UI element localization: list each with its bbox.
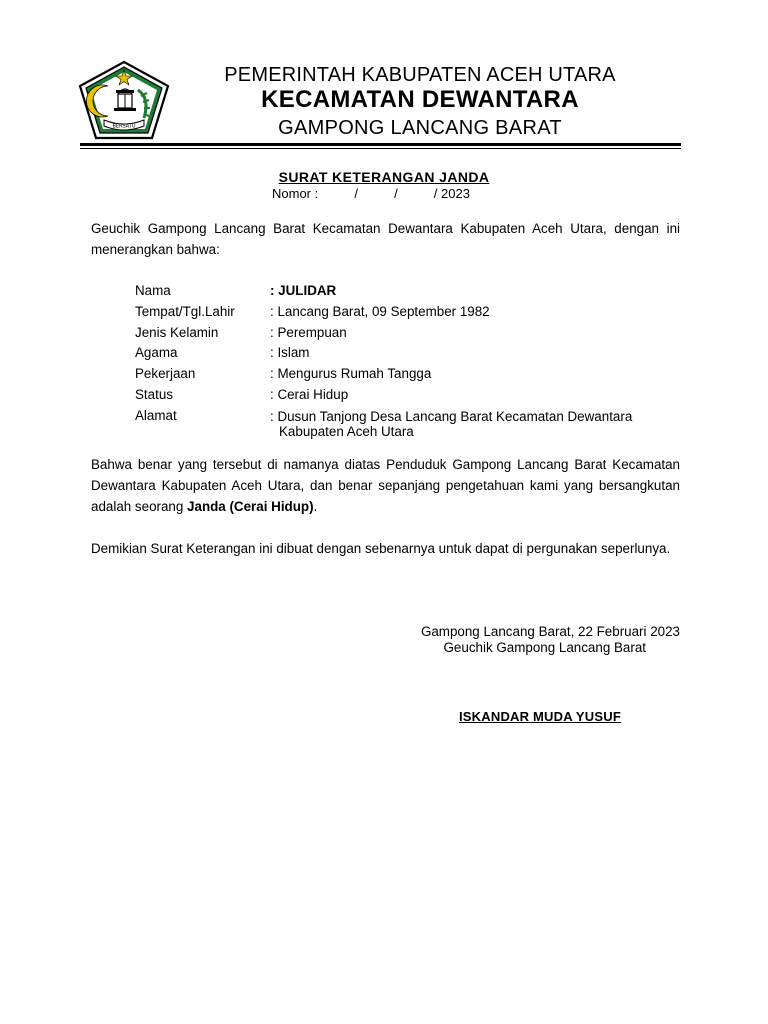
- field-label: Pekerjaan: [135, 366, 196, 382]
- field-value: : Mengurus Rumah Tangga: [270, 366, 432, 382]
- letterhead-village: GAMPONG LANCANG BARAT: [278, 117, 562, 139]
- statement-end: .: [313, 499, 318, 514]
- letter-title: SURAT KETERANGAN JANDA: [278, 169, 490, 185]
- field-label: Jenis Kelamin: [135, 324, 219, 340]
- field-value: : JULIDAR: [270, 283, 337, 298]
- opening-paragraph: Geuchik Gampong Lancang Barat Kecamatan Dewantara Kabupaten Aceh Utara, dengan ini menerangkan bahwa:: [91, 221, 680, 257]
- closing-paragraph: Demikian Surat Keterangan ini dibuat dengan sebenarnya untuk dapat di pergunakan seperlunya.: [91, 541, 671, 556]
- aceh-utara-emblem-icon: [78, 60, 170, 142]
- statement-paragraph: [91, 454, 680, 517]
- letterhead-rule-thick: [80, 143, 681, 146]
- field-value: : Islam: [270, 345, 310, 361]
- statement-text: Bahwa benar yang tersebut di namanya diatas Penduduk Gampong Lancang Barat Kecamatan Dewantara Kabupaten Aceh Utara, dan benar sepanjang pengetahuan kami yang bersangkutan adalah seorang: [91, 457, 680, 514]
- field-value: [270, 409, 680, 439]
- signature-role: Geuchik Gampong Lancang Barat: [443, 640, 646, 655]
- field-label: Nama: [135, 283, 171, 298]
- field-label: Agama: [135, 345, 178, 361]
- field-value: : Cerai Hidup: [270, 386, 349, 402]
- field-label: Tempat/Tgl.Lahir: [135, 303, 235, 319]
- field-value: : Lancang Barat, 09 September 1982: [270, 303, 490, 319]
- svg-text:BERSATU: BERSATU: [112, 123, 136, 130]
- letterhead-district: KECAMATAN DEWANTARA: [261, 86, 579, 113]
- letter-number: Nomor : / / / 2023: [272, 186, 470, 201]
- letterhead-government: PEMERINTAH KABUPATEN ACEH UTARA: [224, 64, 616, 86]
- letterhead: [170, 64, 670, 140]
- signature-place-date: Gampong Lancang Barat, 22 Februari 2023: [420, 624, 680, 639]
- statement-status: Janda (Cerai Hidup): [187, 499, 314, 514]
- field-value-line: : Dusun Tanjong Desa Lancang Barat Kecamatan Dewantara: [270, 408, 633, 424]
- field-label: Status: [135, 386, 173, 402]
- field-value-line: Kabupaten Aceh Utara: [279, 423, 414, 439]
- field-label: Alamat: [135, 407, 177, 423]
- field-value: : Perempuan: [270, 324, 347, 340]
- letterhead-rule-thin: [80, 148, 681, 149]
- signer-name: ISKANDAR MUDA YUSUF: [459, 709, 621, 724]
